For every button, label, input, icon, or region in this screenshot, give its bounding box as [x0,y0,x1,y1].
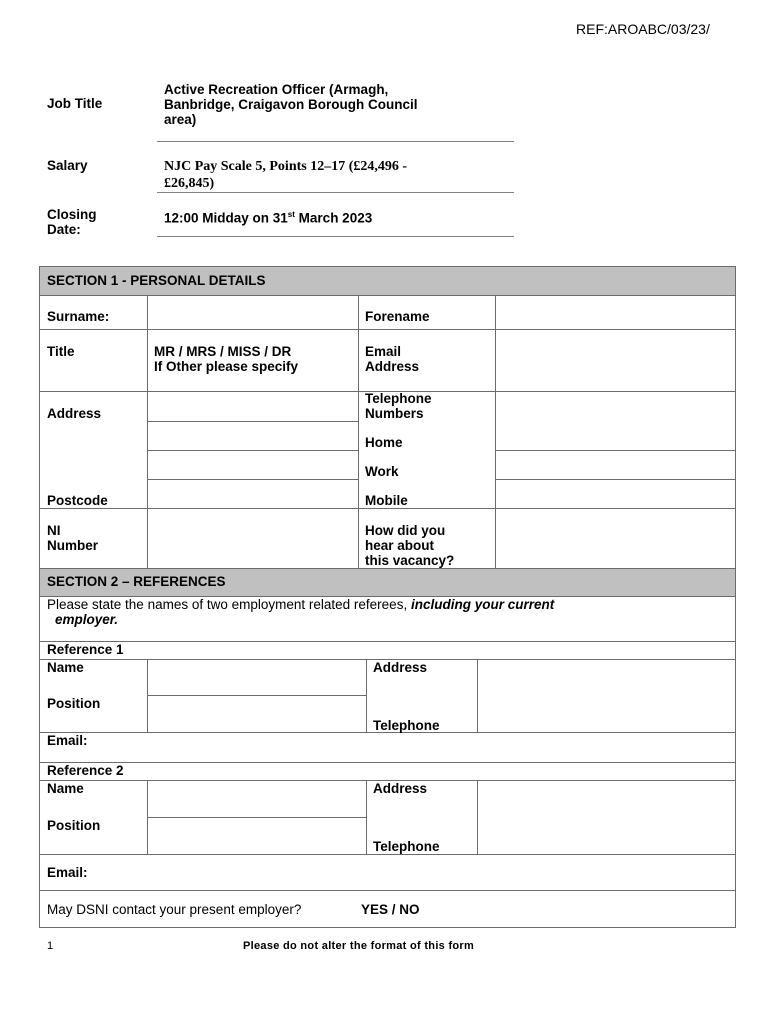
reference-1-name-label: Name [47,660,84,675]
surname-label: Surname: [47,309,110,324]
reference-2-name-label: Name [47,781,84,796]
vacancy-source-label: How did you hear about this vacancy? [365,523,455,568]
reference-1-address-label: Address [373,660,428,675]
references-instructions: Please state the names of two employment related referees, including your current employer. [47,597,555,627]
reference-2-telephone-label: Telephone [373,839,440,854]
address-line-1-field[interactable] [149,393,357,420]
reference-1-email-label: Email: [47,733,88,748]
reference-1-heading: Reference 1 [47,642,124,657]
forename-label: Forename [365,309,430,324]
vacancy-source-field[interactable] [497,510,734,567]
surname-field[interactable] [149,297,357,328]
reference-1-address-telephone-field[interactable] [479,661,734,731]
email-address-label: Email Address [365,344,420,374]
title-options[interactable]: MR / MRS / MISS / DR If Other please specify [154,344,299,374]
reference-1-name-field[interactable] [149,661,365,694]
email-address-field[interactable] [497,331,734,390]
reference-2-position-label: Position [47,818,101,833]
mobile-phone-label: Mobile [365,493,408,508]
postcode-field[interactable] [149,481,357,507]
reference-2-heading: Reference 2 [47,763,124,778]
forename-field[interactable] [497,297,734,328]
job-title-value: Active Recreation Officer (Armagh, Banbridge, Craigavon Borough Council area) [164,82,418,127]
format-note: Please do not alter the format of this form [243,940,475,952]
contact-employer-yes-no[interactable]: YES / NO [361,902,420,917]
closing-date-value: 12:00 Midday on 31st March 2023 [164,210,373,226]
reference-2-email-label: Email: [47,865,88,880]
home-phone-field[interactable] [497,393,734,449]
job-title-underline [157,141,514,142]
postcode-label: Postcode [47,493,108,508]
reference-2-position-field[interactable] [149,819,365,853]
closing-date-underline [157,236,514,237]
section2-header: SECTION 2 – REFERENCES [47,574,226,589]
home-phone-label: Home [365,435,403,450]
address-line-2-field[interactable] [149,423,357,449]
salary-label: Salary [47,158,88,173]
mobile-phone-field[interactable] [497,481,734,507]
reference-2-email-field[interactable] [100,856,734,889]
reference-code: REF:AROABC/03/23/ [576,21,710,37]
contact-employer-question: May DSNI contact your present employer? [47,902,302,917]
work-phone-label: Work [365,464,399,479]
address-line-3-field[interactable] [149,452,357,478]
closing-date-label: Closing Date: [47,207,97,237]
telephone-numbers-label: Telephone Numbers [365,391,432,421]
reference-2-address-telephone-field[interactable] [479,782,734,853]
ni-number-label: NI Number [47,523,99,553]
job-title-label: Job Title [47,96,103,111]
reference-1-email-field[interactable] [100,734,734,761]
reference-1-telephone-label: Telephone [373,718,440,733]
reference-1-position-label: Position [47,696,101,711]
ni-number-field[interactable] [149,510,357,567]
title-label: Title [47,344,75,359]
reference-2-name-field[interactable] [149,782,365,816]
page-number: 1 [47,940,54,952]
salary-value: NJC Pay Scale 5, Points 12–17 (£24,496 - £26,845) [164,159,408,191]
reference-1-position-field[interactable] [149,697,365,731]
section1-header: SECTION 1 - PERSONAL DETAILS [47,273,266,288]
work-phone-field[interactable] [497,452,734,478]
address-label: Address [47,406,102,421]
reference-2-address-label: Address [373,781,428,796]
salary-underline [157,192,514,193]
